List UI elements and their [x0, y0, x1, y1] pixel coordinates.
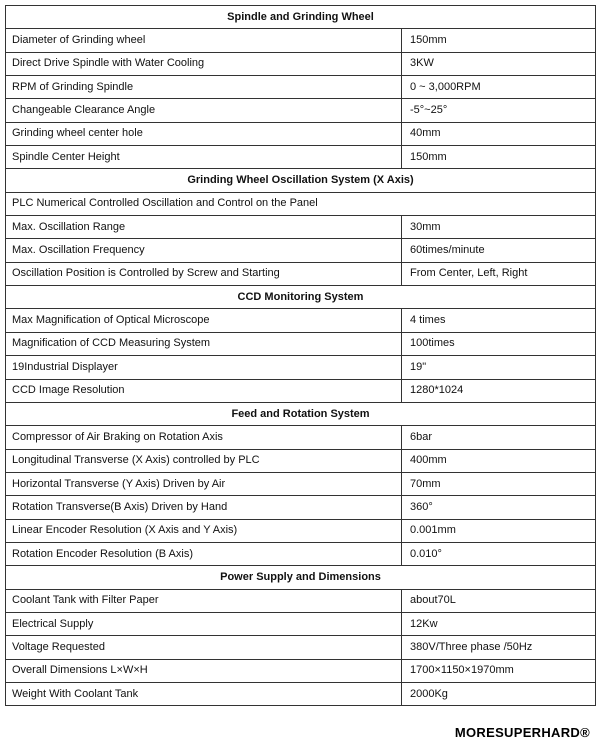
spec-label: Magnification of CCD Measuring System	[6, 332, 402, 355]
table-row	[6, 99, 596, 122]
spec-label: Rotation Encoder Resolution (B Axis)	[6, 542, 402, 565]
table-row	[6, 29, 596, 52]
spec-value: 2000Kg	[402, 682, 596, 705]
section-title: CCD Monitoring System	[6, 286, 596, 309]
spec-label: Max Magnification of Optical Microscope	[6, 309, 402, 332]
spec-value: 1280*1024	[402, 379, 596, 402]
spec-label: Compressor of Air Braking on Rotation Axis	[6, 426, 402, 449]
spec-value: 1700×1150×1970mm	[402, 659, 596, 682]
brand-watermark: MORESUPERHARD®	[451, 723, 592, 741]
spec-label: Oscillation Position is Controlled by Screw and Starting	[6, 262, 402, 285]
table-row	[6, 192, 596, 215]
table-row	[6, 309, 596, 332]
spec-label: Overall Dimensions L×W×H	[6, 659, 402, 682]
spec-label: Voltage Requested	[6, 636, 402, 659]
spec-label: 19Industrial Displayer	[6, 356, 402, 379]
spec-label: Linear Encoder Resolution (X Axis and Y Axis)	[6, 519, 402, 542]
table-row	[6, 449, 596, 472]
section-header-row	[6, 6, 596, 29]
table-row	[6, 542, 596, 565]
spec-label: Direct Drive Spindle with Water Cooling	[6, 52, 402, 75]
section-header-row	[6, 402, 596, 425]
section-title: Feed and Rotation System	[6, 402, 596, 425]
section-header-row	[6, 286, 596, 309]
spec-label: Rotation Transverse(B Axis) Driven by Hand	[6, 496, 402, 519]
spec-value: 12Kw	[402, 612, 596, 635]
table-row	[6, 216, 596, 239]
spec-label: Spindle Center Height	[6, 146, 402, 169]
table-row	[6, 472, 596, 495]
spec-value: 19"	[402, 356, 596, 379]
spec-value: 6bar	[402, 426, 596, 449]
spec-value: 30mm	[402, 216, 596, 239]
table-row	[6, 589, 596, 612]
spec-label: Max. Oscillation Range	[6, 216, 402, 239]
spec-value: 380V/Three phase /50Hz	[402, 636, 596, 659]
spec-table	[5, 5, 596, 706]
table-row	[6, 379, 596, 402]
table-row	[6, 76, 596, 99]
table-row	[6, 426, 596, 449]
section-title: Power Supply and Dimensions	[6, 566, 596, 589]
spec-label: Max. Oscillation Frequency	[6, 239, 402, 262]
spec-value: 4 times	[402, 309, 596, 332]
spec-label: Coolant Tank with Filter Paper	[6, 589, 402, 612]
spec-value: about70L	[402, 589, 596, 612]
spec-label: CCD Image Resolution	[6, 379, 402, 402]
table-row	[6, 496, 596, 519]
spec-value: 70mm	[402, 472, 596, 495]
spec-value: 360°	[402, 496, 596, 519]
spec-label: Longitudinal Transverse (X Axis) controlled by PLC	[6, 449, 402, 472]
table-row	[6, 612, 596, 635]
table-row	[6, 332, 596, 355]
section-title: Spindle and Grinding Wheel	[6, 6, 596, 29]
table-row	[6, 519, 596, 542]
spec-value: 150mm	[402, 146, 596, 169]
table-row	[6, 239, 596, 262]
spec-value: 60times/minute	[402, 239, 596, 262]
table-row	[6, 52, 596, 75]
spec-value: 40mm	[402, 122, 596, 145]
spec-value: 400mm	[402, 449, 596, 472]
table-row	[6, 636, 596, 659]
spec-label: Electrical Supply	[6, 612, 402, 635]
spec-value: 0.001mm	[402, 519, 596, 542]
table-row	[6, 356, 596, 379]
table-row	[6, 659, 596, 682]
spec-label: Changeable Clearance Angle	[6, 99, 402, 122]
spec-label: PLC Numerical Controlled Oscillation and Control on the Panel	[6, 192, 596, 215]
spec-value: 3KW	[402, 52, 596, 75]
spec-label: Grinding wheel center hole	[6, 122, 402, 145]
spec-label: Diameter of Grinding wheel	[6, 29, 402, 52]
spec-value: 100times	[402, 332, 596, 355]
spec-label: Horizontal Transverse (Y Axis) Driven by Air	[6, 472, 402, 495]
spec-value: 0 ~ 3,000RPM	[402, 76, 596, 99]
spec-value: 0.010°	[402, 542, 596, 565]
table-row	[6, 682, 596, 705]
table-row	[6, 122, 596, 145]
spec-value: 150mm	[402, 29, 596, 52]
spec-value: -5°~25°	[402, 99, 596, 122]
table-row	[6, 262, 596, 285]
table-row	[6, 146, 596, 169]
spec-table-body	[6, 6, 596, 706]
spec-value: From Center, Left, Right	[402, 262, 596, 285]
section-header-row	[6, 566, 596, 589]
section-title: Grinding Wheel Oscillation System (X Axis)	[6, 169, 596, 192]
spec-label: RPM of Grinding Spindle	[6, 76, 402, 99]
spec-label: Weight With Coolant Tank	[6, 682, 402, 705]
section-header-row	[6, 169, 596, 192]
